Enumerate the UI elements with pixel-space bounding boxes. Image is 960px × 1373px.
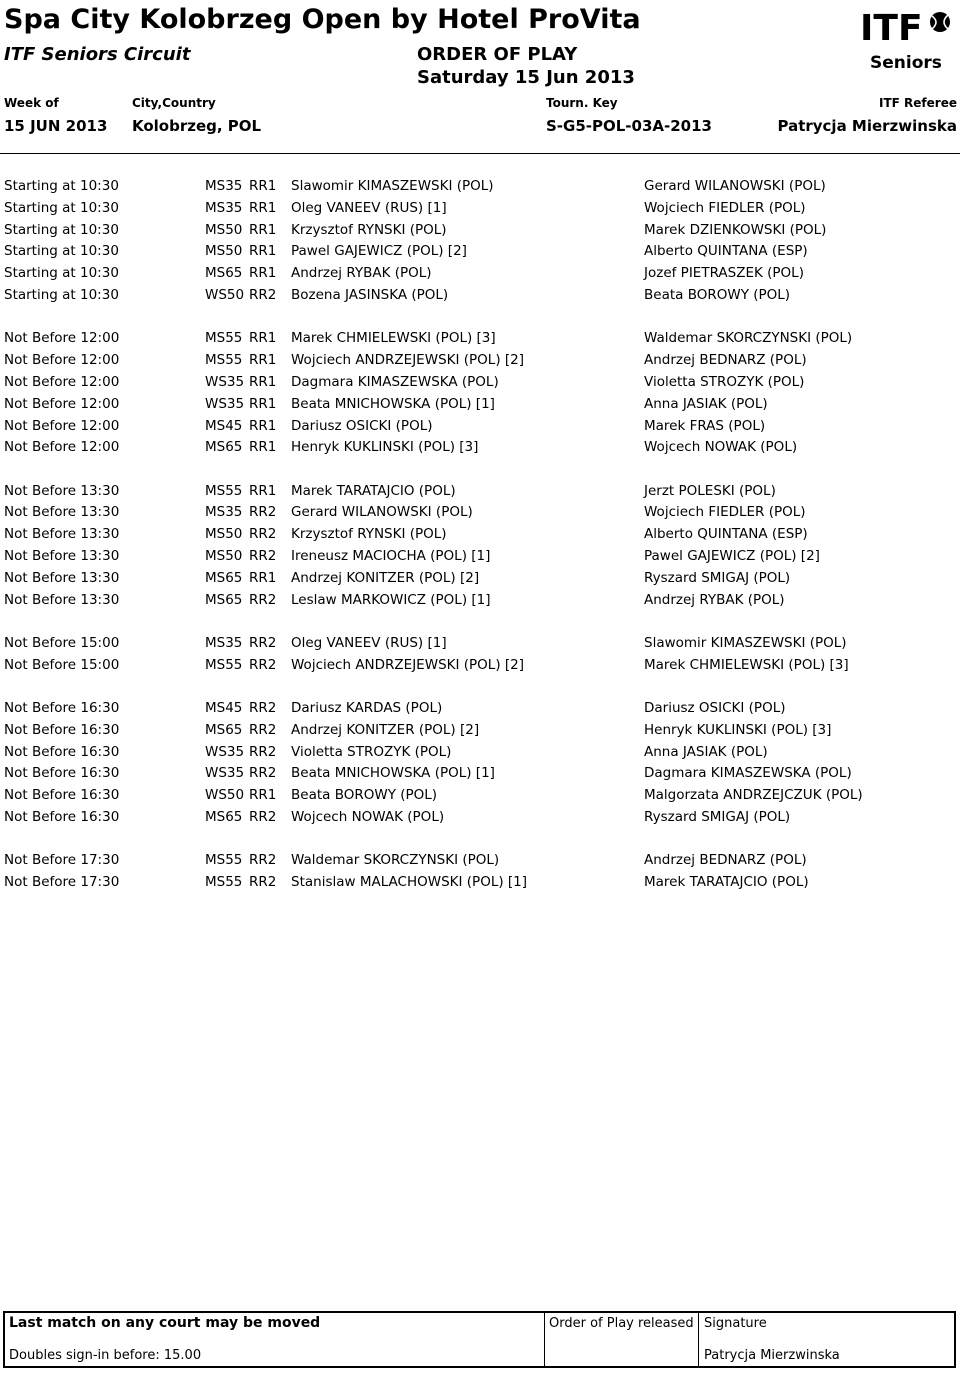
match-row xyxy=(0,287,960,307)
match-row xyxy=(0,809,960,829)
match-event: MS50 xyxy=(205,243,243,260)
match-time: Not Before 16:30 xyxy=(4,809,120,825)
match-event: WS35 xyxy=(205,743,245,760)
match-round: RR1 xyxy=(249,265,277,282)
match-time: Not Before 12:00 xyxy=(4,395,120,412)
match-round: RR1 xyxy=(249,482,277,499)
match-round: RR2 xyxy=(249,809,277,825)
itf-referee-value: Patrycja Mierzwinska xyxy=(777,117,957,135)
match-event: MS45 xyxy=(205,417,243,434)
match-player-1: Andrzej KONITZER (POL) [2] xyxy=(291,569,480,586)
match-event: MS55 xyxy=(205,482,243,499)
order-of-play-heading: ORDER OF PLAY xyxy=(417,44,578,65)
match-player-2: Marek FRAS (POL) xyxy=(644,417,766,434)
match-player-2: Violetta STROZYK (POL) xyxy=(644,373,805,390)
match-player-1: Waldemar SKORCZYNSKI (POL) xyxy=(291,852,500,869)
match-time: Not Before 13:30 xyxy=(4,504,120,521)
match-event: MS35 xyxy=(205,634,243,651)
match-player-1: Oleg VANEEV (RUS) [1] xyxy=(291,634,447,651)
match-player-2: Waldemar SKORCZYNSKI (POL) xyxy=(644,330,853,347)
match-time: Not Before 13:30 xyxy=(4,591,120,608)
match-player-2: Pawel GAJEWICZ (POL) [2] xyxy=(644,548,820,564)
match-row xyxy=(0,330,960,350)
match-row xyxy=(0,722,960,742)
match-time: Not Before 12:00 xyxy=(4,373,120,390)
match-round: RR2 xyxy=(249,700,277,716)
match-row xyxy=(0,504,960,524)
match-round: RR2 xyxy=(249,548,277,564)
match-row xyxy=(0,548,960,568)
match-player-2: Dariusz OSICKI (POL) xyxy=(644,700,786,716)
footer-divider-1 xyxy=(544,1313,545,1366)
match-time: Not Before 15:00 xyxy=(4,634,120,651)
match-time: Not Before 16:30 xyxy=(4,721,120,738)
match-time: Starting at 10:30 xyxy=(4,178,119,194)
city-country-label: City,Country xyxy=(132,96,216,110)
match-row xyxy=(0,765,960,785)
match-player-2: Ryszard SMIGAJ (POL) xyxy=(644,809,791,825)
match-row xyxy=(0,418,960,438)
match-event: MS65 xyxy=(205,569,243,586)
match-row xyxy=(0,592,960,612)
match-round: RR1 xyxy=(249,787,277,804)
match-event: MS65 xyxy=(205,721,243,738)
match-row xyxy=(0,178,960,198)
match-row xyxy=(0,396,960,416)
match-round: RR2 xyxy=(249,765,277,782)
match-round: RR1 xyxy=(249,569,277,586)
match-player-1: Bozena JASINSKA (POL) xyxy=(291,287,449,303)
week-of-label: Week of xyxy=(4,96,59,110)
match-player-1: Pawel GAJEWICZ (POL) [2] xyxy=(291,243,467,260)
match-player-1: Beata BOROWY (POL) xyxy=(291,787,438,804)
match-round: RR1 xyxy=(249,417,277,434)
match-event: MS55 xyxy=(205,656,243,673)
match-player-1: Henryk KUKLINSKI (POL) [3] xyxy=(291,439,479,456)
match-player-2: Andrzej BEDNARZ (POL) xyxy=(644,852,807,869)
match-event: MS55 xyxy=(205,852,243,869)
match-player-1: Stanislaw MALACHOWSKI (POL) [1] xyxy=(291,874,528,891)
week-of-value: 15 JUN 2013 xyxy=(4,117,108,135)
tournament-title: Spa City Kolobrzeg Open by Hotel ProVita xyxy=(4,4,641,35)
match-row xyxy=(0,874,960,894)
match-time: Starting at 10:30 xyxy=(4,265,119,282)
match-event: MS35 xyxy=(205,199,243,216)
match-player-2: Wojciech FIEDLER (POL) xyxy=(644,199,806,216)
match-time: Not Before 13:30 xyxy=(4,569,120,586)
match-event: MS50 xyxy=(205,526,243,543)
match-player-2: Alberto QUINTANA (ESP) xyxy=(644,526,808,543)
match-round: RR2 xyxy=(249,721,277,738)
match-round: RR2 xyxy=(249,526,277,543)
match-time: Not Before 16:30 xyxy=(4,743,120,760)
order-released-label: Order of Play released xyxy=(549,1316,694,1331)
match-time: Starting at 10:30 xyxy=(4,199,119,216)
match-player-2: Gerard WILANOWSKI (POL) xyxy=(644,178,826,194)
match-time: Not Before 15:00 xyxy=(4,656,120,673)
match-row xyxy=(0,657,960,677)
match-player-2: Alberto QUINTANA (ESP) xyxy=(644,243,808,260)
match-row xyxy=(0,352,960,372)
match-time: Starting at 10:30 xyxy=(4,287,119,303)
match-row xyxy=(0,222,960,242)
match-event: WS50 xyxy=(205,287,245,303)
match-round: RR1 xyxy=(249,199,277,216)
match-round: RR1 xyxy=(249,373,277,390)
match-round: RR2 xyxy=(249,504,277,521)
itf-seniors-logo xyxy=(856,2,958,74)
match-round: RR1 xyxy=(249,243,277,260)
match-player-1: Violetta STROZYK (POL) xyxy=(291,743,452,760)
match-player-2: Malgorzata ANDRZEJCZUK (POL) xyxy=(644,787,863,804)
match-time: Not Before 17:30 xyxy=(4,874,120,891)
match-event: MS55 xyxy=(205,874,243,891)
match-time: Not Before 16:30 xyxy=(4,765,120,782)
match-event: MS50 xyxy=(205,548,243,564)
match-time: Not Before 12:00 xyxy=(4,439,120,456)
footer-divider-2 xyxy=(698,1313,699,1366)
match-event: MS65 xyxy=(205,265,243,282)
match-time: Not Before 13:30 xyxy=(4,526,120,543)
match-player-2: Anna JASIAK (POL) xyxy=(644,743,768,760)
match-row xyxy=(0,243,960,263)
match-round: RR2 xyxy=(249,287,277,303)
match-row xyxy=(0,200,960,220)
match-player-2: Anna JASIAK (POL) xyxy=(644,395,768,412)
match-player-1: Dagmara KIMASZEWSKA (POL) xyxy=(291,373,499,390)
match-player-1: Oleg VANEEV (RUS) [1] xyxy=(291,199,447,216)
match-player-1: Dariusz OSICKI (POL) xyxy=(291,417,433,434)
match-player-2: Slawomir KIMASZEWSKI (POL) xyxy=(644,634,847,651)
match-time: Not Before 17:30 xyxy=(4,852,120,869)
match-time: Not Before 12:00 xyxy=(4,417,120,434)
match-time: Not Before 13:30 xyxy=(4,482,120,499)
match-player-1: Ireneusz MACIOCHA (POL) [1] xyxy=(291,548,491,564)
play-date: Saturday 15 Jun 2013 xyxy=(417,67,635,88)
match-row xyxy=(0,787,960,807)
match-event: MS65 xyxy=(205,809,243,825)
match-player-1: Wojciech ANDRZEJEWSKI (POL) [2] xyxy=(291,352,524,369)
match-round: RR1 xyxy=(249,178,277,194)
doubles-sign-in: Doubles sign-in before: 15.00 xyxy=(9,1348,202,1363)
match-player-2: Beata BOROWY (POL) xyxy=(644,287,791,303)
match-player-1: Andrzej RYBAK (POL) xyxy=(291,265,432,282)
match-round: RR1 xyxy=(249,352,277,369)
match-round: RR2 xyxy=(249,852,277,869)
match-player-2: Marek CHMIELEWSKI (POL) [3] xyxy=(644,656,849,673)
match-time: Not Before 12:00 xyxy=(4,330,120,347)
match-player-2: Andrzej RYBAK (POL) xyxy=(644,591,785,608)
match-event: MS55 xyxy=(205,330,243,347)
match-event: MS55 xyxy=(205,352,243,369)
match-player-2: Dagmara KIMASZEWSKA (POL) xyxy=(644,765,852,782)
match-row xyxy=(0,700,960,720)
match-event: MS45 xyxy=(205,700,243,716)
match-row xyxy=(0,374,960,394)
match-round: RR2 xyxy=(249,743,277,760)
match-player-1: Marek TARATAJCIO (POL) xyxy=(291,482,456,499)
match-row xyxy=(0,635,960,655)
match-round: RR1 xyxy=(249,330,277,347)
match-player-2: Andrzej BEDNARZ (POL) xyxy=(644,352,807,369)
match-time: Not Before 16:30 xyxy=(4,700,120,716)
match-player-1: Wojciech ANDRZEJEWSKI (POL) [2] xyxy=(291,656,524,673)
logo-seniors-text: Seniors xyxy=(870,53,942,73)
match-round: RR2 xyxy=(249,591,277,608)
match-time: Not Before 16:30 xyxy=(4,787,120,804)
match-event: MS35 xyxy=(205,178,243,194)
match-row xyxy=(0,570,960,590)
match-player-2: Henryk KUKLINSKI (POL) [3] xyxy=(644,721,832,738)
signature-name: Patrycja Mierzwinska xyxy=(704,1348,840,1363)
match-row xyxy=(0,526,960,546)
match-event: MS50 xyxy=(205,221,243,238)
tourn-key-value: S-G5-POL-03A-2013 xyxy=(546,117,712,135)
match-player-1: Krzysztof RYNSKI (POL) xyxy=(291,221,447,238)
match-row xyxy=(0,439,960,459)
match-player-1: Slawomir KIMASZEWSKI (POL) xyxy=(291,178,494,194)
match-row xyxy=(0,744,960,764)
city-country-value: Kolobrzeg, POL xyxy=(132,117,262,135)
match-player-2: Ryszard SMIGAJ (POL) xyxy=(644,569,791,586)
match-time: Starting at 10:30 xyxy=(4,221,119,238)
logo-itf-text: ITF xyxy=(860,8,923,49)
match-event: WS35 xyxy=(205,373,245,390)
match-time: Starting at 10:30 xyxy=(4,243,119,260)
tourn-key-label: Tourn. Key xyxy=(546,96,618,110)
match-player-1: Gerard WILANOWSKI (POL) xyxy=(291,504,473,521)
footer-note: Last match on any court may be moved xyxy=(9,1315,321,1331)
match-player-1: Krzysztof RYNSKI (POL) xyxy=(291,526,447,543)
match-round: RR2 xyxy=(249,634,277,651)
signature-label: Signature xyxy=(704,1316,767,1331)
match-player-2: Wojcech NOWAK (POL) xyxy=(644,439,798,456)
itf-referee-label: ITF Referee xyxy=(879,96,957,110)
match-time: Not Before 12:00 xyxy=(4,352,120,369)
match-player-2: Jozef PIETRASZEK (POL) xyxy=(644,265,804,282)
match-round: RR1 xyxy=(249,439,277,456)
match-player-2: Wojciech FIEDLER (POL) xyxy=(644,504,806,521)
match-player-1: Andrzej KONITZER (POL) [2] xyxy=(291,721,480,738)
match-time: Not Before 13:30 xyxy=(4,548,120,564)
match-round: RR1 xyxy=(249,395,277,412)
match-player-1: Dariusz KARDAS (POL) xyxy=(291,700,443,716)
match-event: WS35 xyxy=(205,395,245,412)
match-row xyxy=(0,483,960,503)
match-event: MS65 xyxy=(205,591,243,608)
match-row xyxy=(0,852,960,872)
match-event: WS50 xyxy=(205,787,245,804)
match-event: MS35 xyxy=(205,504,243,521)
match-player-2: Marek DZIENKOWSKI (POL) xyxy=(644,221,827,238)
match-player-1: Beata MNICHOWSKA (POL) [1] xyxy=(291,395,495,412)
circuit-name: ITF Seniors Circuit xyxy=(4,44,191,65)
match-player-1: Wojcech NOWAK (POL) xyxy=(291,809,445,825)
match-round: RR2 xyxy=(249,656,277,673)
match-player-2: Marek TARATAJCIO (POL) xyxy=(644,874,809,891)
match-player-1: Beata MNICHOWSKA (POL) [1] xyxy=(291,765,495,782)
match-row xyxy=(0,265,960,285)
match-player-2: Jerzt POLESKI (POL) xyxy=(644,482,776,499)
match-player-1: Marek CHMIELEWSKI (POL) [3] xyxy=(291,330,496,347)
footer-box xyxy=(3,1311,956,1368)
match-round: RR2 xyxy=(249,874,277,891)
header-divider xyxy=(0,153,960,154)
match-player-1: Leslaw MARKOWICZ (POL) [1] xyxy=(291,591,491,608)
match-event: MS65 xyxy=(205,439,243,456)
match-event: WS35 xyxy=(205,765,245,782)
match-round: RR1 xyxy=(249,221,277,238)
